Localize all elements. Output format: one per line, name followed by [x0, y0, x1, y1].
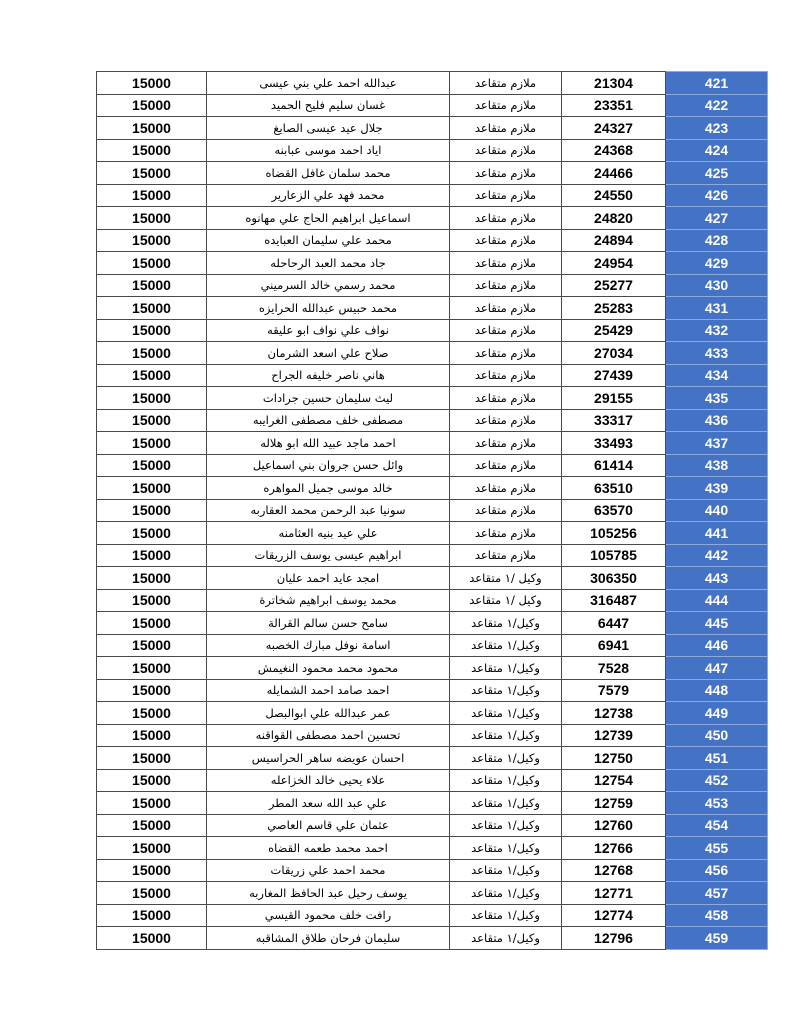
name-cell: تحسين احمد مصطفى القواقنه	[207, 724, 450, 747]
table-row	[97, 927, 768, 950]
name-cell: غسان سليم فليح الحميد	[207, 94, 450, 117]
sequence-number-cell: 425	[666, 162, 768, 185]
rank-cell: ملازم متقاعد	[450, 297, 562, 320]
rank-cell: وكيل/١ متقاعد	[450, 747, 562, 770]
military-number-cell: 12754	[562, 769, 666, 792]
sequence-number-cell: 435	[666, 387, 768, 410]
amount-cell: 15000	[97, 567, 207, 590]
sequence-number-cell: 448	[666, 679, 768, 702]
amount-cell: 15000	[97, 634, 207, 657]
table-row	[97, 319, 768, 342]
amount-cell: 15000	[97, 679, 207, 702]
table-row	[97, 409, 768, 432]
amount-cell: 15000	[97, 477, 207, 500]
amount-cell: 15000	[97, 904, 207, 927]
rank-cell: ملازم متقاعد	[450, 499, 562, 522]
rank-cell: وكيل/١ متقاعد	[450, 769, 562, 792]
table-row	[97, 589, 768, 612]
table-row	[97, 184, 768, 207]
sequence-number-cell: 458	[666, 904, 768, 927]
sequence-number-cell: 441	[666, 522, 768, 545]
table-row	[97, 634, 768, 657]
sequence-number-cell: 440	[666, 499, 768, 522]
military-number-cell: 27034	[562, 342, 666, 365]
amount-cell: 15000	[97, 522, 207, 545]
amount-cell: 15000	[97, 927, 207, 950]
table-row	[97, 567, 768, 590]
military-number-cell: 12750	[562, 747, 666, 770]
rank-cell: ملازم متقاعد	[450, 229, 562, 252]
military-number-cell: 316487	[562, 589, 666, 612]
sequence-number-cell: 450	[666, 724, 768, 747]
sequence-number-cell: 421	[666, 72, 768, 95]
sequence-number-cell: 444	[666, 589, 768, 612]
amount-cell: 15000	[97, 274, 207, 297]
rank-cell: وكيل/١ متقاعد	[450, 882, 562, 905]
military-number-cell: 21304	[562, 72, 666, 95]
name-cell: امجد عايد احمد عليان	[207, 567, 450, 590]
sequence-number-cell: 459	[666, 927, 768, 950]
payment-table	[96, 71, 768, 950]
military-number-cell: 63510	[562, 477, 666, 500]
amount-cell: 15000	[97, 252, 207, 275]
name-cell: محمود محمد محمود النغيمش	[207, 657, 450, 680]
name-cell: رافت خلف محمود القيسي	[207, 904, 450, 927]
military-number-cell: 33317	[562, 409, 666, 432]
name-cell: جاد محمد العبد الرحاحله	[207, 252, 450, 275]
rank-cell: ملازم متقاعد	[450, 409, 562, 432]
military-number-cell: 27439	[562, 364, 666, 387]
name-cell: اسامة نوفل مبارك الخصبه	[207, 634, 450, 657]
table-row	[97, 364, 768, 387]
rank-cell: ملازم متقاعد	[450, 432, 562, 455]
amount-cell: 15000	[97, 747, 207, 770]
sequence-number-cell: 429	[666, 252, 768, 275]
table-row	[97, 747, 768, 770]
table-row	[97, 94, 768, 117]
table-row	[97, 724, 768, 747]
rank-cell: ملازم متقاعد	[450, 544, 562, 567]
sequence-number-cell: 439	[666, 477, 768, 500]
table-row	[97, 297, 768, 320]
amount-cell: 15000	[97, 409, 207, 432]
military-number-cell: 12738	[562, 702, 666, 725]
amount-cell: 15000	[97, 612, 207, 635]
name-cell: سليمان فرحان طلاق المشاقبه	[207, 927, 450, 950]
sequence-number-cell: 424	[666, 139, 768, 162]
name-cell: اسماعيل ابراهيم الحاج علي مهانوه	[207, 207, 450, 230]
sequence-number-cell: 456	[666, 859, 768, 882]
sequence-number-cell: 436	[666, 409, 768, 432]
amount-cell: 15000	[97, 117, 207, 140]
table-row	[97, 792, 768, 815]
name-cell: عبدالله احمد علي بني عيسى	[207, 72, 450, 95]
name-cell: يوسف رحيل عبد الحافظ المغاربه	[207, 882, 450, 905]
table-row	[97, 882, 768, 905]
sequence-number-cell: 432	[666, 319, 768, 342]
military-number-cell: 105256	[562, 522, 666, 545]
rank-cell: ملازم متقاعد	[450, 139, 562, 162]
rank-cell: وكيل/١ متقاعد	[450, 634, 562, 657]
sequence-number-cell: 457	[666, 882, 768, 905]
rank-cell: ملازم متقاعد	[450, 342, 562, 365]
table-row	[97, 679, 768, 702]
rank-cell: وكيل /١ متقاعد	[450, 589, 562, 612]
rank-cell: وكيل /١ متقاعد	[450, 567, 562, 590]
sequence-number-cell: 427	[666, 207, 768, 230]
name-cell: محمد احمد علي زريقات	[207, 859, 450, 882]
military-number-cell: 306350	[562, 567, 666, 590]
table-row	[97, 229, 768, 252]
military-number-cell: 12796	[562, 927, 666, 950]
sequence-number-cell: 452	[666, 769, 768, 792]
military-number-cell: 24894	[562, 229, 666, 252]
rank-cell: ملازم متقاعد	[450, 184, 562, 207]
military-number-cell: 7579	[562, 679, 666, 702]
rank-cell: ملازم متقاعد	[450, 94, 562, 117]
name-cell: محمد رسمي خالد السرميني	[207, 274, 450, 297]
name-cell: مصطفى خلف مصطفى الغرايبه	[207, 409, 450, 432]
name-cell: صلاح علي اسعد الشرمان	[207, 342, 450, 365]
table-row	[97, 274, 768, 297]
name-cell: احسان عويضه ساهر الحراسيس	[207, 747, 450, 770]
military-number-cell: 24954	[562, 252, 666, 275]
rank-cell: وكيل/١ متقاعد	[450, 904, 562, 927]
amount-cell: 15000	[97, 657, 207, 680]
sequence-number-cell: 437	[666, 432, 768, 455]
military-number-cell: 29155	[562, 387, 666, 410]
table-row	[97, 477, 768, 500]
amount-cell: 15000	[97, 837, 207, 860]
table-row	[97, 837, 768, 860]
table-row	[97, 207, 768, 230]
sequence-number-cell: 451	[666, 747, 768, 770]
amount-cell: 15000	[97, 342, 207, 365]
rank-cell: ملازم متقاعد	[450, 522, 562, 545]
table-row	[97, 454, 768, 477]
rank-cell: ملازم متقاعد	[450, 207, 562, 230]
military-number-cell: 12771	[562, 882, 666, 905]
name-cell: محمد يوسف ابراهيم شخاترة	[207, 589, 450, 612]
sequence-number-cell: 447	[666, 657, 768, 680]
military-number-cell: 12739	[562, 724, 666, 747]
table-row	[97, 387, 768, 410]
name-cell: ابراهيم عيسى يوسف الزريقات	[207, 544, 450, 567]
rank-cell: ملازم متقاعد	[450, 364, 562, 387]
rank-cell: ملازم متقاعد	[450, 454, 562, 477]
rank-cell: وكيل/١ متقاعد	[450, 612, 562, 635]
rank-cell: ملازم متقاعد	[450, 274, 562, 297]
table-row	[97, 139, 768, 162]
amount-cell: 15000	[97, 454, 207, 477]
name-cell: اياد احمد موسى عبابنه	[207, 139, 450, 162]
military-number-cell: 23351	[562, 94, 666, 117]
table-row	[97, 859, 768, 882]
sequence-number-cell: 443	[666, 567, 768, 590]
military-number-cell: 61414	[562, 454, 666, 477]
military-number-cell: 24368	[562, 139, 666, 162]
amount-cell: 15000	[97, 432, 207, 455]
payment-table-body	[97, 72, 768, 950]
table-row	[97, 814, 768, 837]
sequence-number-cell: 445	[666, 612, 768, 635]
military-number-cell: 25283	[562, 297, 666, 320]
amount-cell: 15000	[97, 94, 207, 117]
military-number-cell: 6941	[562, 634, 666, 657]
table-row	[97, 702, 768, 725]
rank-cell: وكيل/١ متقاعد	[450, 702, 562, 725]
table-row	[97, 904, 768, 927]
amount-cell: 15000	[97, 702, 207, 725]
amount-cell: 15000	[97, 544, 207, 567]
rank-cell: وكيل/١ متقاعد	[450, 837, 562, 860]
name-cell: هاني ناصر خليفه الجراح	[207, 364, 450, 387]
table-row	[97, 499, 768, 522]
rank-cell: وكيل/١ متقاعد	[450, 814, 562, 837]
table-row	[97, 72, 768, 95]
rank-cell: وكيل/١ متقاعد	[450, 792, 562, 815]
table-row	[97, 432, 768, 455]
name-cell: ليث سليمان حسين جرادات	[207, 387, 450, 410]
sequence-number-cell: 446	[666, 634, 768, 657]
name-cell: جلال عيد عيسى الصايغ	[207, 117, 450, 140]
military-number-cell: 12768	[562, 859, 666, 882]
sequence-number-cell: 449	[666, 702, 768, 725]
name-cell: علي عيد بنيه العثامنه	[207, 522, 450, 545]
amount-cell: 15000	[97, 499, 207, 522]
amount-cell: 15000	[97, 207, 207, 230]
sequence-number-cell: 434	[666, 364, 768, 387]
table-row	[97, 252, 768, 275]
name-cell: علاء يحيى خالد الخزاعله	[207, 769, 450, 792]
sequence-number-cell: 422	[666, 94, 768, 117]
amount-cell: 15000	[97, 859, 207, 882]
name-cell: احمد ماجد عبيد الله ابو هلاله	[207, 432, 450, 455]
rank-cell: ملازم متقاعد	[450, 252, 562, 275]
amount-cell: 15000	[97, 364, 207, 387]
amount-cell: 15000	[97, 162, 207, 185]
name-cell: محمد سلمان غافل القضاه	[207, 162, 450, 185]
rank-cell: وكيل/١ متقاعد	[450, 724, 562, 747]
rank-cell: ملازم متقاعد	[450, 117, 562, 140]
sequence-number-cell: 431	[666, 297, 768, 320]
sequence-number-cell: 426	[666, 184, 768, 207]
table-row	[97, 162, 768, 185]
name-cell: محمد فهد علي الزعارير	[207, 184, 450, 207]
sequence-number-cell: 433	[666, 342, 768, 365]
rank-cell: وكيل/١ متقاعد	[450, 657, 562, 680]
military-number-cell: 12766	[562, 837, 666, 860]
military-number-cell: 12760	[562, 814, 666, 837]
amount-cell: 15000	[97, 724, 207, 747]
amount-cell: 15000	[97, 184, 207, 207]
sequence-number-cell: 428	[666, 229, 768, 252]
rank-cell: وكيل/١ متقاعد	[450, 859, 562, 882]
table-row	[97, 342, 768, 365]
amount-cell: 15000	[97, 882, 207, 905]
table-row	[97, 612, 768, 635]
rank-cell: وكيل/١ متقاعد	[450, 927, 562, 950]
name-cell: وائل حسن جروان بني اسماعيل	[207, 454, 450, 477]
name-cell: عمر عبدالله علي ابوالبصل	[207, 702, 450, 725]
military-number-cell: 12774	[562, 904, 666, 927]
table-row	[97, 117, 768, 140]
name-cell: عثمان علي قاسم العاصي	[207, 814, 450, 837]
amount-cell: 15000	[97, 387, 207, 410]
rank-cell: ملازم متقاعد	[450, 319, 562, 342]
military-number-cell: 105785	[562, 544, 666, 567]
military-number-cell: 33493	[562, 432, 666, 455]
sequence-number-cell: 438	[666, 454, 768, 477]
military-number-cell: 7528	[562, 657, 666, 680]
name-cell: علي عبد الله سعد المطر	[207, 792, 450, 815]
name-cell: احمد محمد طعمه القضاه	[207, 837, 450, 860]
amount-cell: 15000	[97, 319, 207, 342]
name-cell: محمد حبيس عبدالله الحرايزه	[207, 297, 450, 320]
table-row	[97, 769, 768, 792]
rank-cell: ملازم متقاعد	[450, 477, 562, 500]
sequence-number-cell: 453	[666, 792, 768, 815]
sequence-number-cell: 430	[666, 274, 768, 297]
amount-cell: 15000	[97, 297, 207, 320]
name-cell: محمد علي سليمان العبايده	[207, 229, 450, 252]
amount-cell: 15000	[97, 139, 207, 162]
name-cell: خالد موسى جميل المواهره	[207, 477, 450, 500]
name-cell: سونيا عبد الرحمن محمد العقاربه	[207, 499, 450, 522]
military-number-cell: 63570	[562, 499, 666, 522]
sequence-number-cell: 442	[666, 544, 768, 567]
table-row	[97, 522, 768, 545]
rank-cell: ملازم متقاعد	[450, 387, 562, 410]
military-number-cell: 24466	[562, 162, 666, 185]
amount-cell: 15000	[97, 814, 207, 837]
table-row	[97, 544, 768, 567]
rank-cell: وكيل/١ متقاعد	[450, 679, 562, 702]
military-number-cell: 24550	[562, 184, 666, 207]
name-cell: سامح حسن سالم القرالة	[207, 612, 450, 635]
table-row	[97, 657, 768, 680]
amount-cell: 15000	[97, 229, 207, 252]
rank-cell: ملازم متقاعد	[450, 162, 562, 185]
military-number-cell: 12759	[562, 792, 666, 815]
amount-cell: 15000	[97, 72, 207, 95]
name-cell: احمد صامد احمد الشمايله	[207, 679, 450, 702]
military-number-cell: 24327	[562, 117, 666, 140]
sequence-number-cell: 423	[666, 117, 768, 140]
military-number-cell: 25277	[562, 274, 666, 297]
amount-cell: 15000	[97, 792, 207, 815]
rank-cell: ملازم متقاعد	[450, 72, 562, 95]
military-number-cell: 24820	[562, 207, 666, 230]
sequence-number-cell: 455	[666, 837, 768, 860]
name-cell: نواف علي نواف ابو عليقه	[207, 319, 450, 342]
amount-cell: 15000	[97, 769, 207, 792]
military-number-cell: 6447	[562, 612, 666, 635]
military-number-cell: 25429	[562, 319, 666, 342]
amount-cell: 15000	[97, 589, 207, 612]
sequence-number-cell: 454	[666, 814, 768, 837]
